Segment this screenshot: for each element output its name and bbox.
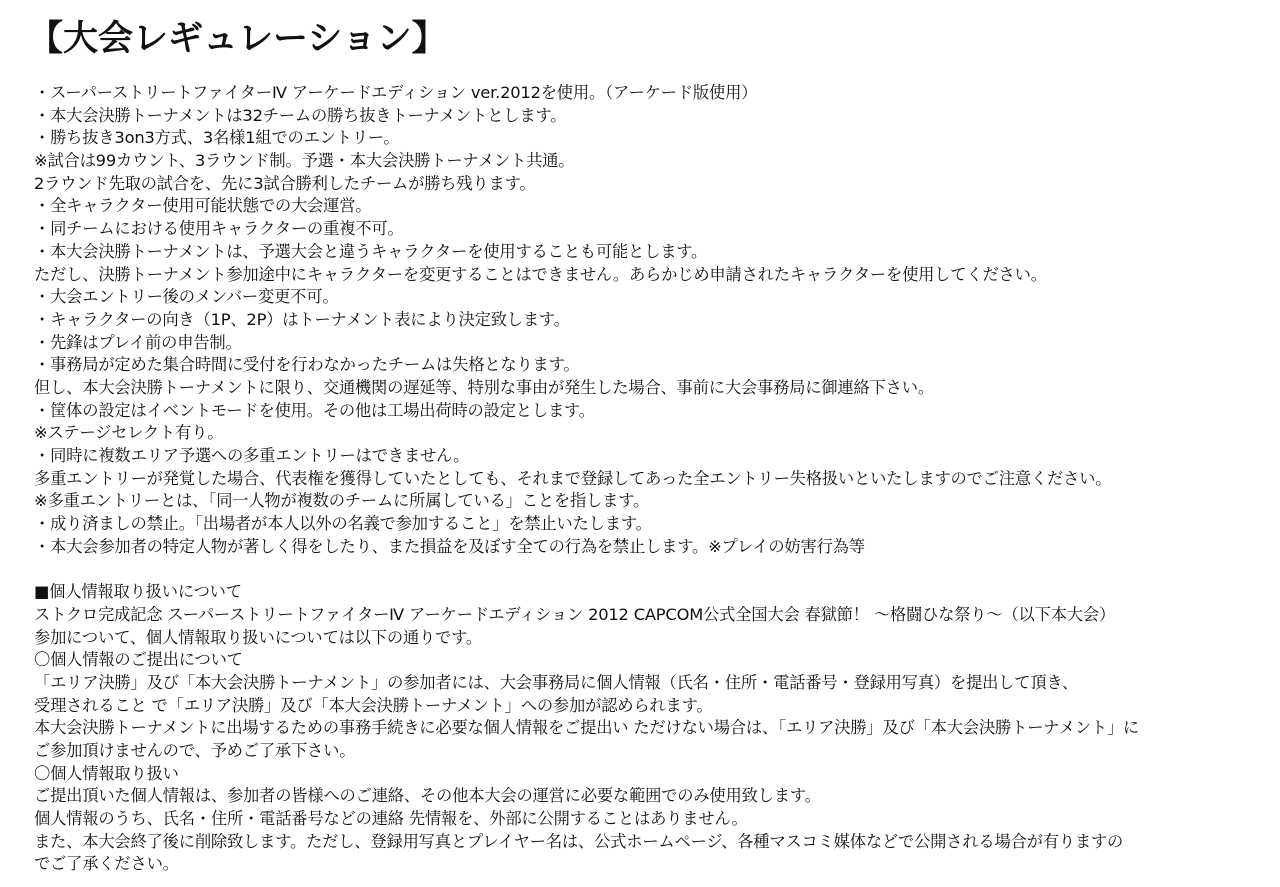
regulation-line: ※試合は99カウント、3ラウンド制。予選・本大会決勝トーナメント共通。 <box>34 151 575 171</box>
privacy-line: ご参加頂けませんので、予めご了承下さい。 <box>34 740 356 760</box>
privacy-line: 本大会決勝トーナメントに出場するための事務手続きに必要な個人情報をご提出い ただけない場合は、「エリア決勝」及び「本大会決勝トーナメント」に <box>34 718 1140 738</box>
regulation-line: ※多重エントリーとは、「同一人物が複数のチームに所属している」ことを指します。 <box>34 491 650 511</box>
regulation-line: ・本大会参加者の特定人物が著しく得をしたり、また損益を及ぼす全ての行為を禁止します。※プレイの妨害行為等 <box>34 536 865 556</box>
regulation-line: 2ラウンド先取の試合を、先に3試合勝利したチームが勝ち残ります。 <box>34 173 536 193</box>
regulation-line: ・事務局が定めた集合時間に受付を行わなかったチームは失格となります。 <box>34 355 580 375</box>
regulation-line: ・本大会決勝トーナメントは32チームの勝ち抜きトーナメントとします。 <box>34 105 567 125</box>
regulation-line: ・キャラクターの向き（1P、2P）はトーナメント表により決定致します。 <box>34 309 570 329</box>
regulation-line: ・成り済ましの禁止。「出場者が本人以外の名義で参加すること」を禁止いたします。 <box>34 514 652 534</box>
regulation-line: ※ステージセレクト有り。 <box>34 423 224 443</box>
privacy-line: 受理されること で「エリア決勝」及び「本大会決勝トーナメント」への参加が認められます。 <box>34 695 713 715</box>
document-body <box>34 82 1274 876</box>
privacy-line: でご了承ください。 <box>34 854 179 874</box>
privacy-line: 参加について、個人情報取り扱いについては以下の通りです。 <box>34 627 482 647</box>
page-title: 【大会レギュレーション】 <box>28 19 447 59</box>
regulation-line: 多重エントリーが発覚した場合、代表権を獲得していたとしても、それまで登録してあった全エントリー失格扱いといたしますのでご注意ください。 <box>34 468 1112 488</box>
privacy-line: ご提出頂いた個人情報は、参加者の皆様へのご連絡、その他本大会の運営に必要な範囲でのみ使用致します。 <box>34 786 821 806</box>
section-spacer <box>34 558 1274 581</box>
regulation-line: ・同チームにおける使用キャラクターの重複不可。 <box>34 219 404 239</box>
regulation-line: ・勝ち抜き3on3方式、3名様1組でのエントリー。 <box>34 128 400 148</box>
privacy-line: ストクロ完成記念 スーパーストリートファイターⅣ アーケードエディション 2012 CAPCOM公式全国大会 春獄節！ ～格闘ひな祭り～（以下本大会） <box>34 604 1116 624</box>
privacy-line: 個人情報のうち、氏名・住所・電話番号などの連絡 先情報を、外部に公開することはありません。 <box>34 809 748 828</box>
privacy-subheading: 〇個人情報のご提出について <box>34 650 243 670</box>
privacy-line: 「エリア決勝」及び「本大会決勝トーナメント」の参加者には、大会事務局に個人情報（氏名・住所・電話番号・登録用写真）を提出して頂き、 <box>34 672 1078 692</box>
regulation-line: ・スーパーストリートファイターⅣ アーケードエディション ver.2012を使用。（アーケード版使用） <box>34 83 758 102</box>
privacy-line: また、本大会終了後に削除致します。ただし、登録用写真とプレイヤー名は、公式ホームページ、各種マスコミ媒体などで公開される場合が有りますの <box>34 831 1124 851</box>
regulation-line: ・本大会決勝トーナメントは、予選大会と違うキャラクターを使用することも可能とします。 <box>34 241 708 261</box>
regulation-line: ・同時に複数エリア予選への多重エントリーはできません。 <box>34 446 470 465</box>
regulation-line: ・大会エントリー後のメンバー変更不可。 <box>34 287 339 307</box>
regulation-line: ただし、決勝トーナメント参加途中にキャラクターを変更することはできません。あらかじめ申請されたキャラクターを使用してください。 <box>34 264 1047 284</box>
privacy-heading: ■個人情報取り扱いについて <box>34 582 242 602</box>
privacy-subheading: 〇個人情報取り扱い <box>34 763 179 783</box>
regulation-line: ・全キャラクター使用可能状態での大会運営。 <box>34 196 372 216</box>
regulation-line: ・先鋒はプレイ前の申告制。 <box>34 332 242 352</box>
regulation-line: 但し、本大会決勝トーナメントに限り、交通機関の遅延等、特別な事由が発生した場合、事前に大会事務局に御連絡下さい。 <box>34 377 934 397</box>
regulation-line: ・筐体の設定はイベントモードを使用。その他は工場出荷時の設定とします。 <box>34 400 595 420</box>
